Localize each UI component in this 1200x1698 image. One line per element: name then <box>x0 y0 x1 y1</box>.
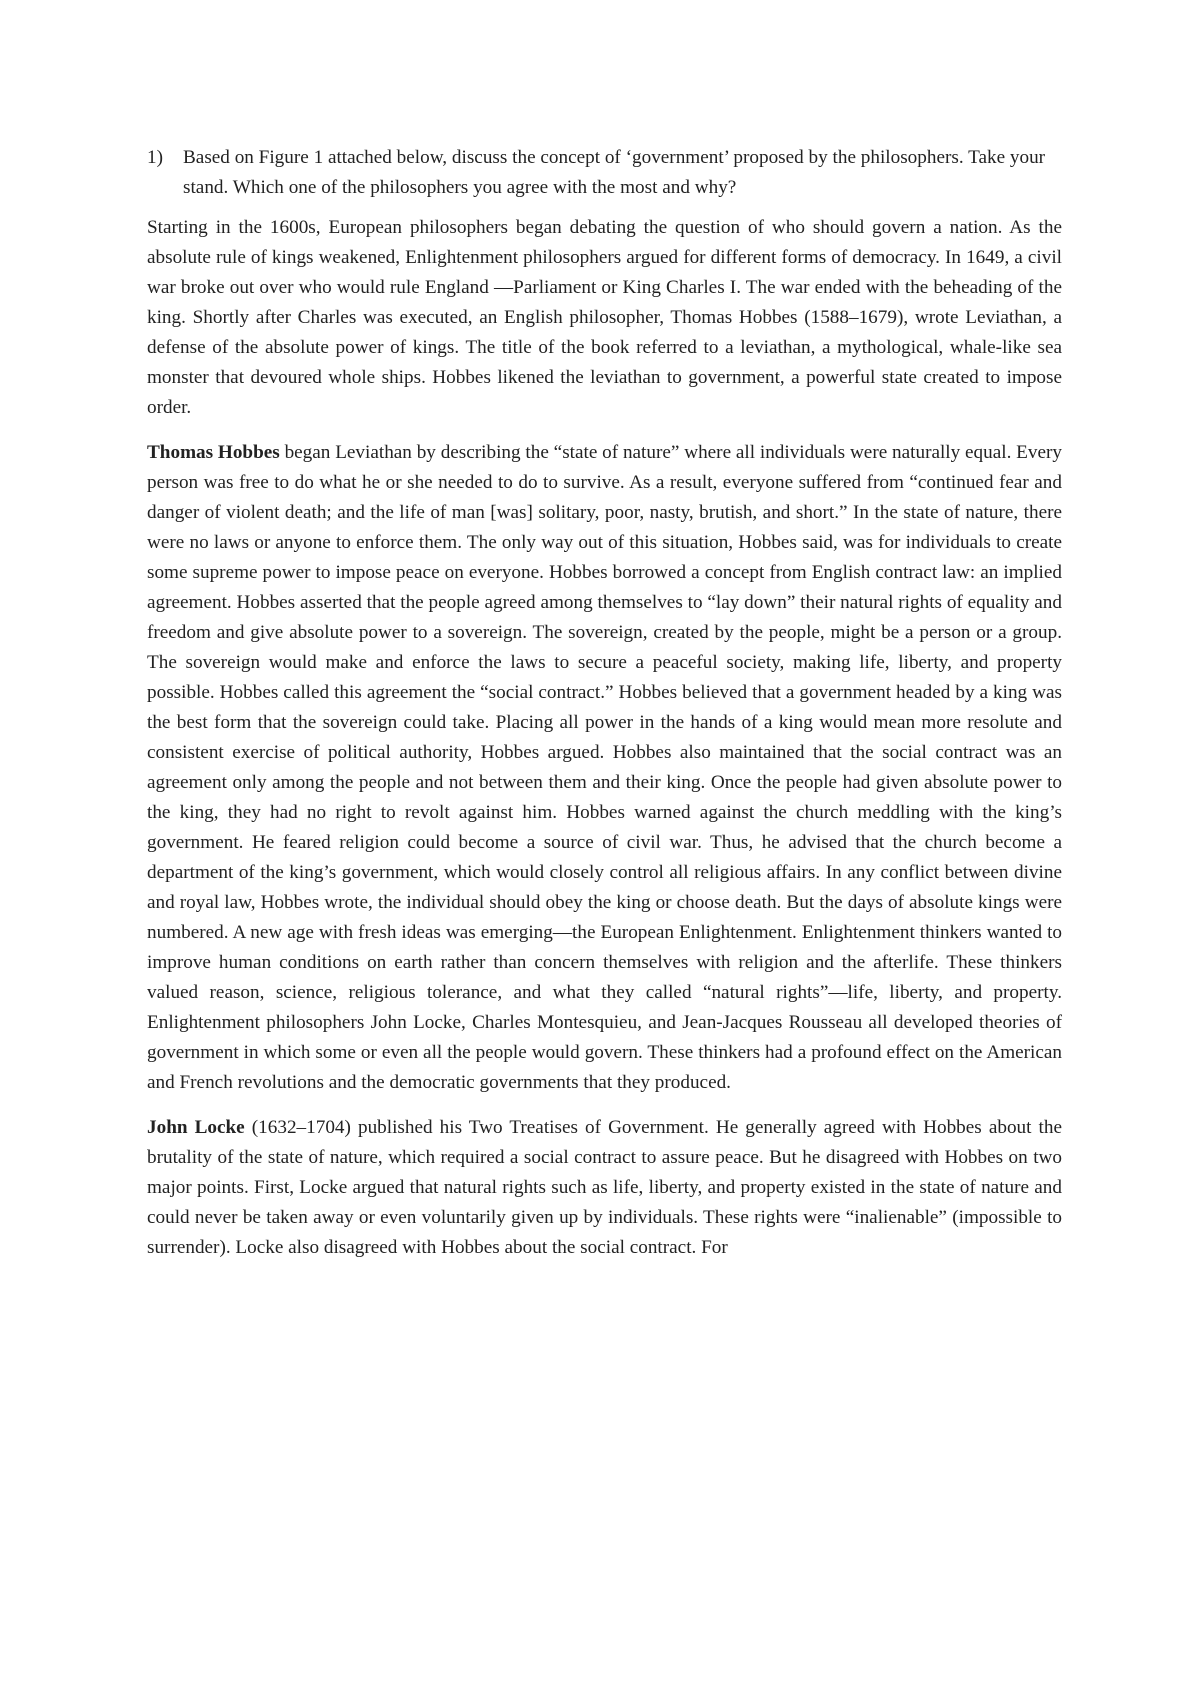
hobbes-name: Thomas Hobbes <box>147 442 280 463</box>
question-1 <box>147 143 1062 203</box>
hobbes-paragraph-text: began Leviathan by describing the “state of nature” where all individuals were naturally equal. Every person was free to do what he or she needed to do to survive. As a result, everyone suffered from “continued fear and danger of violent death; and the life of man [was] solitary, poor, nasty, brutish, and short.” In the state of nature, there were no laws or anyone to enforce them. The only way out of this situation, Hobbes said, was for individuals to create some supreme power to impose peace on everyone. Hobbes borrowed a concept from English contract law: an implied agreement. Hobbes asserted that the people agreed among themselves to “lay down” their natural rights of equality and freedom and give absolute power to a sovereign. The sovereign, created by the people, might be a person or a group. The sovereign would make and enforce the laws to secure a peaceful society, making life, liberty, and property possible. Hobbes called this agreement the “social contract.” Hobbes believed that a government headed by a king was the best form that the sovereign could take. Placing all power in the hands of a king would mean more resolute and consistent exercise of political authority, Hobbes argued. Hobbes also maintained that the social contract was an agreement only among the people and not between them and their king. Once the people had given absolute power to the king, they had no right to revolt against him. Hobbes warned against the church meddling with the king’s government. He feared religion could become a source of civil war. Thus, he advised that the church become a department of the king’s government, which would closely control all religious affairs. In any conflict between divine and royal law, Hobbes wrote, the individual should obey the king or choose death. But the days of absolute kings were numbered. A new age with fresh ideas was emerging—the European Enlightenment. Enlightenment thinkers wanted to improve human conditions on earth rather than concern themselves with religion and the afterlife. These thinkers valued reason, science, religious tolerance, and what they called “natural rights”—life, liberty, and property. Enlightenment philosophers John Locke, Charles Montesquieu, and Jean-Jacques Rousseau all developed theories of government in which some or even all the people would govern. These thinkers had a profound effect on the American and French revolutions and the democratic governments that they produced. <box>147 442 1062 1093</box>
locke-name: John Locke <box>147 1117 245 1138</box>
document-page <box>147 143 1062 1278</box>
locke-paragraph-text: (1632–1704) published his Two Treatises of Government. He generally agreed with Hobbes about the brutality of the state of nature, which required a social contract to assure peace. But he disagreed with Hobbes on two major points. First, Locke argued that natural rights such as life, liberty, and property existed in the state of nature and could never be taken away or even voluntarily given up by individuals. These rights were “inalienable” (impossible to surrender). Locke also disagreed with Hobbes about the social contract. For <box>147 1117 1062 1258</box>
hobbes-paragraph <box>147 438 1062 1098</box>
intro-paragraph: Starting in the 1600s, European philosophers began debating the question of who should govern a nation. As the absolute rule of kings weakened, Enlightenment philosophers argued for different forms of democracy. In 1649, a civil war broke out over who would rule England —Parliament or King Charles I. The war ended with the beheading of the king. Shortly after Charles was executed, an English philosopher, Thomas Hobbes (1588–1679), wrote Leviathan, a defense of the absolute power of kings. The title of the book referred to a leviathan, a mythological, whale-like sea monster that devoured whole ships. Hobbes likened the leviathan to government, a powerful state created to impose order. <box>147 217 1062 418</box>
question-number: 1) <box>147 147 163 168</box>
question-text: Based on Figure 1 attached below, discuss the concept of ‘government’ proposed by the philosophers. Take your stand. Which one of the philosophers you agree with the most and why? <box>183 147 1046 198</box>
locke-paragraph <box>147 1113 1062 1263</box>
